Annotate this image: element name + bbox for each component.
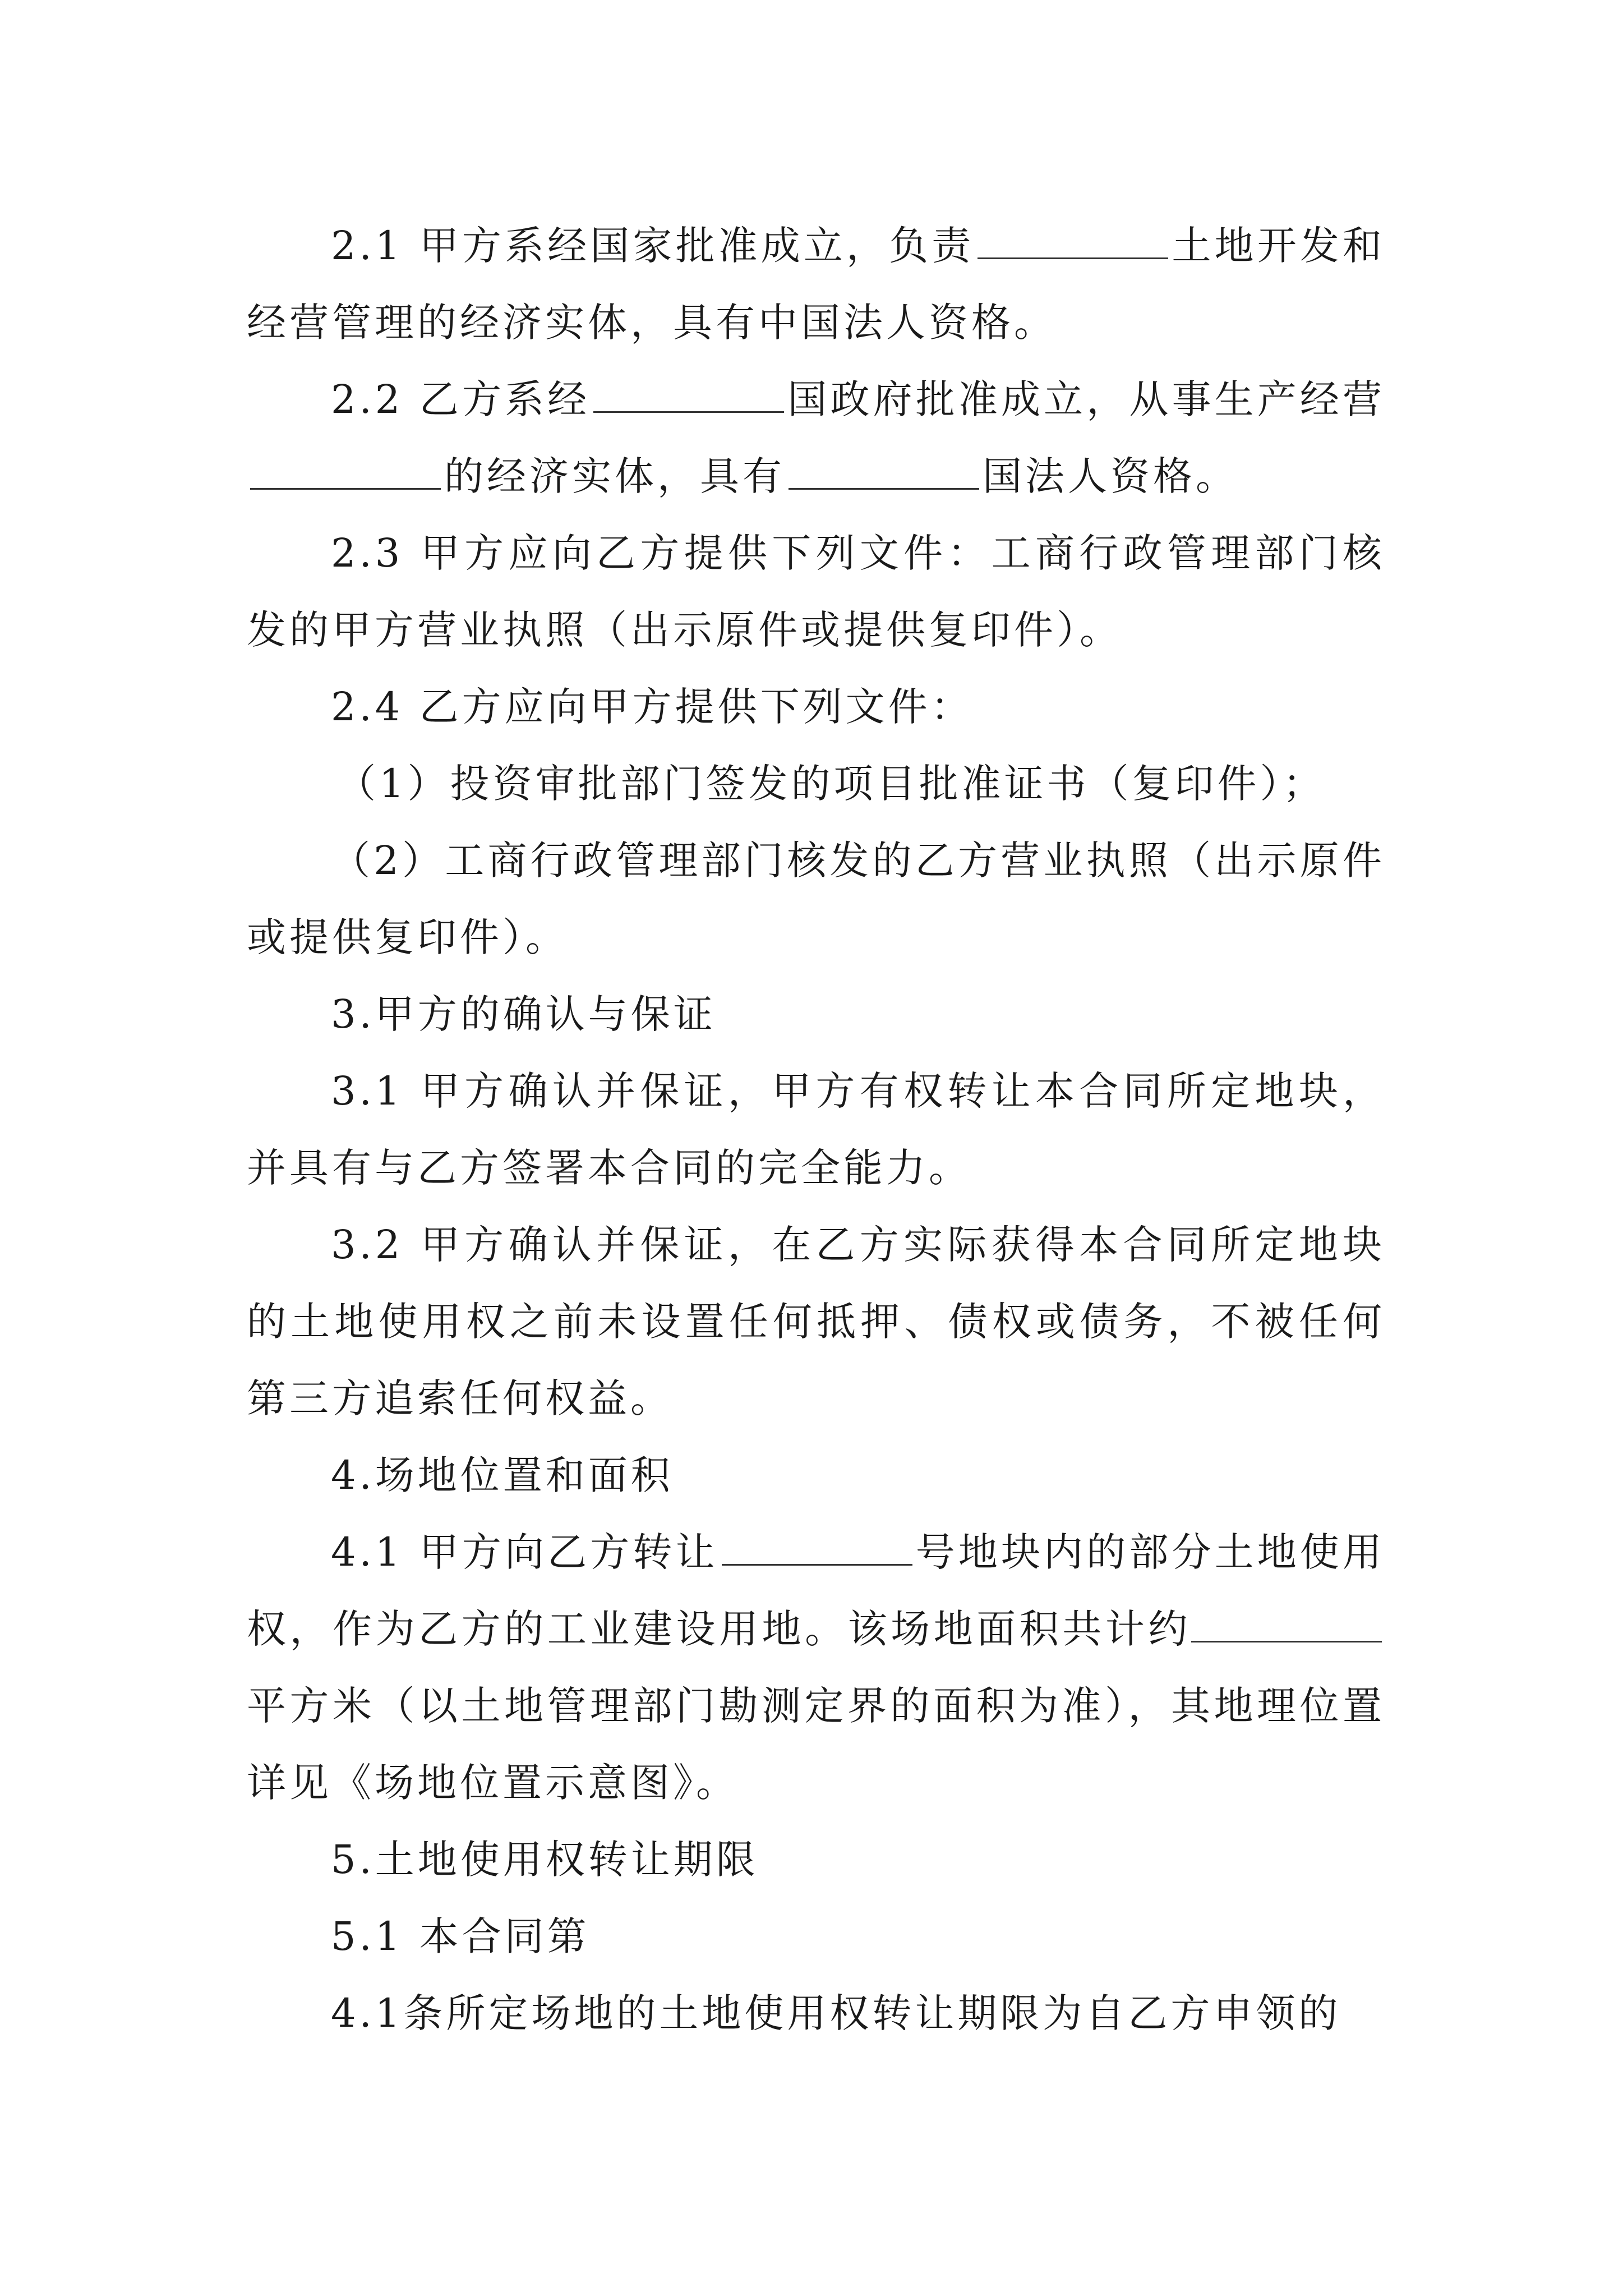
paragraph-2-2-text-a: 2.2 乙方系经 bbox=[331, 376, 591, 422]
paragraph-5-1: 5.1 本合同第 bbox=[331, 1913, 590, 1959]
paragraph-4-1-text-b: 号地块内的部分土地使用权，作为乙方的工业建设用地。该场地面积共计约 bbox=[247, 1529, 1385, 1652]
fill-in-blank bbox=[722, 1530, 912, 1566]
paragraph-2-3: 2.3 甲方应向乙方提供下列文件：工商行政管理部门核发的甲方营业执照（出示原件或提供复印件）。 bbox=[247, 530, 1385, 653]
section-heading-3: 3.甲方的确认与保证 bbox=[331, 991, 716, 1037]
fill-in-blank bbox=[1191, 1607, 1382, 1642]
fill-in-blank bbox=[978, 224, 1168, 259]
paragraph-2-1-text-b: 土地开发和经营管理的经济实体，具有中国法人资格。 bbox=[247, 223, 1385, 346]
paragraph-2-1-text-a: 2.1 甲方系经国家批准成立，负责 bbox=[331, 223, 975, 269]
paragraph-4-1-text-a: 4.1 甲方向乙方转让 bbox=[331, 1529, 718, 1575]
fill-in-blank bbox=[250, 454, 441, 490]
paragraph-2-4: 2.4 乙方应向甲方提供下列文件： bbox=[331, 684, 974, 730]
paragraph-4-1-text-c: 平方米（以土地管理部门勘测定界的面积为准），其地理位置详见《场地位置示意图》。 bbox=[247, 1683, 1385, 1806]
paragraph-2-1 bbox=[247, 208, 1385, 361]
paragraph-4-1 bbox=[247, 1514, 1385, 1821]
paragraph-2-2-text-b: 国政府批准成立，从事生产经营 bbox=[787, 376, 1386, 422]
list-item-2-4-2: （2）工商行政管理部门核发的乙方营业执照（出示原件或提供复印件）。 bbox=[247, 838, 1385, 960]
list-item-2-4-1: （1）投资审批部门签发的项目批准证书（复印件）； bbox=[336, 761, 1326, 807]
contract-body bbox=[247, 208, 1385, 2052]
fill-in-blank bbox=[593, 378, 784, 413]
paragraph-2-2-text-c: 的经济实体，具有 bbox=[444, 453, 785, 499]
fill-in-blank bbox=[789, 454, 979, 490]
section-heading-5: 5.土地使用权转让期限 bbox=[331, 1837, 759, 1883]
section-heading-4: 4.场地位置和面积 bbox=[331, 1452, 674, 1498]
paragraph-3-1: 3.1 甲方确认并保证，甲方有权转让本合同所定地块，并具有与乙方签署本合同的完全能力。 bbox=[247, 1068, 1385, 1191]
paragraph-3-2: 3.2 甲方确认并保证，在乙方实际获得本合同所定地块的土地使用权之前未设置任何抵押、债权或债务，不被任何第三方追索任何权益。 bbox=[247, 1222, 1385, 1421]
paragraph-2-2 bbox=[247, 361, 1385, 515]
paragraph-2-2-text-d: 国法人资格。 bbox=[983, 453, 1238, 499]
paragraph-5-1-continued: 4.1条所定场地的土地使用权转让期限为自乙方申领的 bbox=[331, 1990, 1341, 2036]
